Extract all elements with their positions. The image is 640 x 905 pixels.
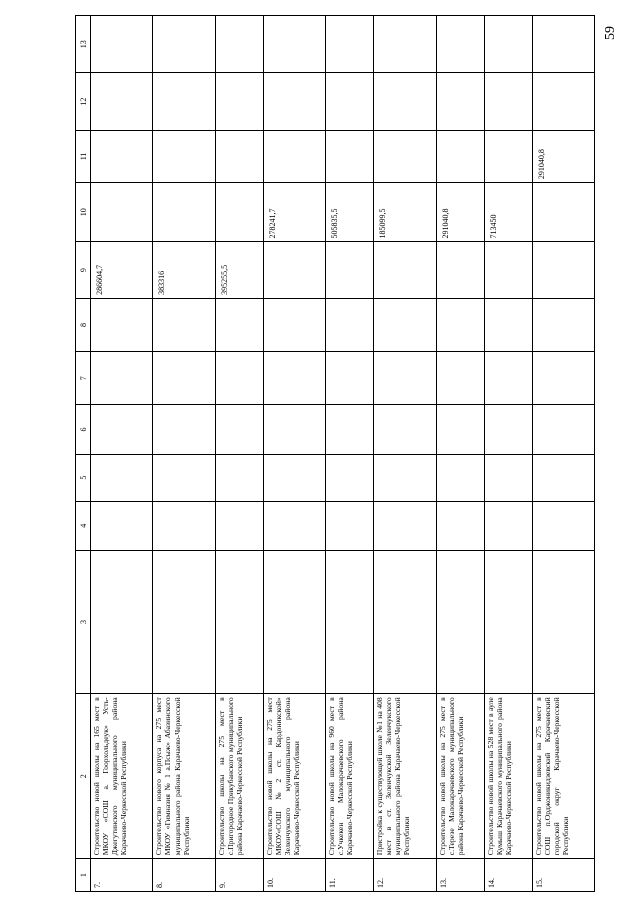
value-cell xyxy=(374,298,436,351)
project-description: Строительство новой школы на 960 мест в с.Учкекен Малокарачаевского района Карачаево-Черкесской Республики xyxy=(326,694,374,859)
value-cell xyxy=(91,73,153,130)
value-cell: 185099,5 xyxy=(374,183,436,242)
row-number: 10. xyxy=(263,859,325,892)
column-header-label: 8 xyxy=(78,322,88,327)
value-cell xyxy=(436,73,484,130)
column-header xyxy=(76,550,91,693)
value-cell xyxy=(326,501,374,550)
column-header xyxy=(76,694,91,859)
value-cell xyxy=(263,73,325,130)
column-header xyxy=(76,298,91,351)
value-cell xyxy=(532,183,595,242)
value-cell xyxy=(326,242,374,298)
value-cell xyxy=(484,73,532,130)
column-header xyxy=(76,454,91,501)
value-cell xyxy=(532,73,595,130)
value-cell xyxy=(374,454,436,501)
column-header xyxy=(76,405,91,454)
table-row xyxy=(215,16,263,892)
column-header-label: 7 xyxy=(78,376,88,381)
value-cell xyxy=(91,352,153,405)
value-cell xyxy=(484,405,532,454)
table-row xyxy=(532,16,595,892)
column-header-label: 1 xyxy=(78,873,88,878)
column-header xyxy=(76,859,91,892)
value-cell: 395255,5 xyxy=(215,242,263,298)
project-description: Строительство новой школы на 165 мест в МКОУ «СОШ а. Гоорхольдеук» Усть-Джегутинского муниципального района Карачаево-Черкесской Республики xyxy=(91,694,153,859)
column-header-label: 3 xyxy=(78,620,88,625)
value-cell: 291040,8 xyxy=(436,183,484,242)
column-header-label: 13 xyxy=(78,40,88,49)
value-cell xyxy=(374,550,436,693)
value-cell xyxy=(326,16,374,73)
value-cell xyxy=(215,16,263,73)
value-cell xyxy=(532,352,595,405)
value-cell xyxy=(532,298,595,351)
value-cell xyxy=(532,454,595,501)
column-header-label: 12 xyxy=(78,97,88,106)
value-cell xyxy=(326,73,374,130)
value-cell xyxy=(91,501,153,550)
value-cell xyxy=(436,501,484,550)
value-cell xyxy=(215,454,263,501)
value-cell xyxy=(215,352,263,405)
project-description: Строительство новой школы на 275 мест в с.Терезе Малокарачаевского муниципального района Карачаево-Черкесской Республики xyxy=(436,694,484,859)
value-cell xyxy=(91,405,153,454)
project-description: Строительство нового корпуса на 275 мест МКОУ «Гимназия № 1 а.Псыж» Абазинского муниципального района Карачаево-Черкесской Республики xyxy=(153,694,215,859)
value-cell xyxy=(436,454,484,501)
column-header xyxy=(76,130,91,182)
value-cell xyxy=(263,298,325,351)
column-header-label: 5 xyxy=(78,475,88,480)
value-cell xyxy=(326,454,374,501)
column-header xyxy=(76,501,91,550)
project-description: Строительство новой школы на 275 мест МКОУ«СОШ №2 ст. Кардоникской» Зеленчукского муниципального района Карачаево-Черкесской Республики xyxy=(263,694,325,859)
table-row xyxy=(153,16,215,892)
value-cell xyxy=(484,454,532,501)
value-cell xyxy=(215,73,263,130)
table-row xyxy=(91,16,153,892)
value-cell xyxy=(374,16,436,73)
value-cell xyxy=(153,16,215,73)
table-row xyxy=(263,16,325,892)
value-cell xyxy=(532,242,595,298)
value-cell: 286604,7 xyxy=(91,242,153,298)
value-cell xyxy=(484,298,532,351)
value-cell xyxy=(153,550,215,693)
value-cell xyxy=(436,298,484,351)
value-cell: 291040,8 xyxy=(532,130,595,182)
value-cell xyxy=(532,550,595,693)
project-description: Строительство школы на 275 мест в с.Пригородное Прикубанского муниципального района Карачаево-Черкесской Республики xyxy=(215,694,263,859)
row-number: 14. xyxy=(484,859,532,892)
column-header xyxy=(76,73,91,130)
value-cell xyxy=(263,454,325,501)
column-header-label: 6 xyxy=(78,427,88,432)
value-cell xyxy=(153,298,215,351)
value-cell xyxy=(263,16,325,73)
table-row xyxy=(374,16,436,892)
row-number: 12. xyxy=(374,859,436,892)
value-cell xyxy=(374,130,436,182)
project-description: Строительство новой школы на 275 мест в СОШ п.Орджоникидзевский Карачаевский городской округ Карачаево-Черкесской Республики xyxy=(532,694,595,859)
project-description: Строительство новой школы на 528 мест в ауле Кумыш Карачаевского муниципального района Карачаево-Черкесской Республики xyxy=(484,694,532,859)
value-cell xyxy=(326,550,374,693)
row-number: 15. xyxy=(532,859,595,892)
value-cell xyxy=(153,130,215,182)
value-cell xyxy=(532,405,595,454)
value-cell xyxy=(263,130,325,182)
value-cell xyxy=(436,352,484,405)
value-cell: 505835,5 xyxy=(326,183,374,242)
value-cell xyxy=(153,352,215,405)
value-cell xyxy=(215,183,263,242)
row-number: 11. xyxy=(326,859,374,892)
value-cell xyxy=(484,501,532,550)
value-cell xyxy=(484,242,532,298)
page-number: 59 xyxy=(603,26,618,40)
value-cell xyxy=(532,501,595,550)
value-cell xyxy=(263,352,325,405)
value-cell xyxy=(484,16,532,73)
column-header xyxy=(76,352,91,405)
value-cell xyxy=(153,73,215,130)
value-cell xyxy=(215,405,263,454)
value-cell xyxy=(91,183,153,242)
value-cell: 713450 xyxy=(484,183,532,242)
value-cell xyxy=(91,16,153,73)
value-cell xyxy=(436,550,484,693)
column-number-row xyxy=(76,16,91,892)
column-header-label: 11 xyxy=(78,152,88,161)
value-cell xyxy=(326,130,374,182)
value-cell xyxy=(153,501,215,550)
value-cell xyxy=(436,242,484,298)
value-cell: 383316 xyxy=(153,242,215,298)
value-cell xyxy=(436,405,484,454)
value-cell xyxy=(484,550,532,693)
rotated-table-container xyxy=(75,15,595,892)
value-cell xyxy=(436,16,484,73)
value-cell xyxy=(484,352,532,405)
value-cell xyxy=(374,242,436,298)
value-cell xyxy=(436,130,484,182)
value-cell xyxy=(374,501,436,550)
table-row xyxy=(484,16,532,892)
row-number: 13. xyxy=(436,859,484,892)
column-header-label: 2 xyxy=(78,774,88,779)
value-cell xyxy=(263,550,325,693)
column-header-label: 10 xyxy=(78,208,88,217)
value-cell: 278241,7 xyxy=(263,183,325,242)
table-row xyxy=(436,16,484,892)
value-cell xyxy=(153,405,215,454)
column-header xyxy=(76,183,91,242)
project-description: Пристройка к существующей школе №1 на 408 мест в ст. Зеленчукской Зеленчукского муниципального района Карачаево-Черкесской Республики xyxy=(374,694,436,859)
table-row xyxy=(326,16,374,892)
value-cell xyxy=(215,130,263,182)
value-cell xyxy=(263,501,325,550)
column-header xyxy=(76,16,91,73)
value-cell xyxy=(326,298,374,351)
value-cell xyxy=(91,130,153,182)
value-cell xyxy=(91,454,153,501)
row-number: 8. xyxy=(153,859,215,892)
value-cell xyxy=(374,405,436,454)
column-header-label: 9 xyxy=(78,268,88,273)
value-cell xyxy=(263,242,325,298)
value-cell xyxy=(215,550,263,693)
value-cell xyxy=(215,501,263,550)
column-header xyxy=(76,242,91,298)
column-header-label: 4 xyxy=(78,523,88,528)
value-cell xyxy=(374,73,436,130)
value-cell xyxy=(153,454,215,501)
row-number: 9. xyxy=(215,859,263,892)
value-cell xyxy=(91,550,153,693)
row-number: 7. xyxy=(91,859,153,892)
value-cell xyxy=(326,405,374,454)
value-cell xyxy=(532,16,595,73)
value-cell xyxy=(374,352,436,405)
data-table xyxy=(75,15,595,892)
value-cell xyxy=(215,298,263,351)
value-cell xyxy=(153,183,215,242)
value-cell xyxy=(326,352,374,405)
value-cell xyxy=(263,405,325,454)
value-cell xyxy=(91,298,153,351)
value-cell xyxy=(484,130,532,182)
